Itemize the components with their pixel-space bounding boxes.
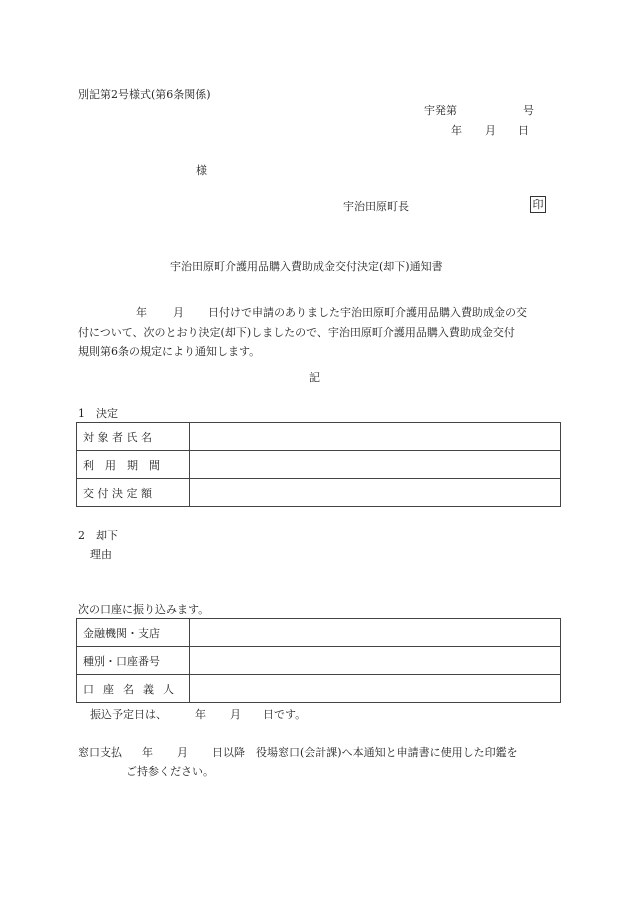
table-row — [77, 675, 561, 703]
addressee-honorific: 様 — [196, 164, 207, 177]
table-label: 対 象 者 氏 名 — [77, 423, 190, 451]
date-year: 年 — [451, 124, 462, 137]
table-value — [190, 451, 561, 479]
table-row — [77, 423, 561, 451]
ki-mark: 記 — [309, 371, 320, 384]
counter-year: 年 — [142, 746, 153, 759]
table-row — [77, 479, 561, 507]
transfer-schedule — [90, 706, 306, 722]
form-id: 別記第2号様式(第6条関係) — [78, 88, 211, 101]
schedule-month: 月 — [230, 708, 241, 721]
document-title: 宇治田原町介護用品購入費助成金交付決定(却下)通知書 — [170, 260, 443, 273]
section1-heading: 1 決定 — [78, 407, 118, 420]
table-value — [190, 619, 561, 647]
seal-mark: 印 — [530, 196, 546, 213]
body-line-1-rest: 日付けで申請のありました宇治田原町介護用品購入費助成金の交 — [208, 306, 527, 319]
counter-prefix: 窓口支払 — [78, 746, 122, 759]
issuer-title: 宇治田原町長 — [343, 200, 409, 213]
counter-line-1 — [78, 744, 518, 760]
table-value — [190, 675, 561, 703]
table-label: 口 座 名 義 人 — [77, 675, 190, 703]
doc-number-prefix: 宇発第 — [424, 104, 457, 117]
table-row — [77, 619, 561, 647]
bank-intro: 次の口座に振り込みます。 — [78, 603, 210, 616]
table-row — [77, 647, 561, 675]
counter-line-2: ご持参ください。 — [126, 765, 214, 778]
doc-number-suffix: 号 — [523, 104, 534, 117]
body-line-1 — [78, 303, 558, 323]
table-label: 交 付 決 定 額 — [77, 479, 190, 507]
body-year: 年 — [136, 306, 147, 319]
table-value — [190, 479, 561, 507]
reason-label: 理由 — [90, 548, 112, 561]
table-value — [190, 647, 561, 675]
table-row — [77, 451, 561, 479]
table-label: 利 用 期 間 — [77, 451, 190, 479]
body-paragraph — [78, 303, 558, 362]
body-line-3: 規則第6条の規定により通知します。 — [78, 345, 261, 358]
table-label: 種別・口座番号 — [77, 647, 190, 675]
decision-table — [76, 422, 561, 507]
schedule-year: 年 — [195, 708, 206, 721]
section2-heading: 2 却下 — [78, 529, 118, 542]
schedule-prefix: 振込予定日は、 — [90, 708, 167, 721]
schedule-suffix: 日です。 — [263, 708, 307, 721]
counter-month: 月 — [177, 746, 188, 759]
table-value — [190, 423, 561, 451]
bank-table — [76, 618, 561, 703]
body-line-2: 付について、次のとおり決定(却下)しましたので、宇治田原町介護用品購入費助成金交付 — [78, 325, 515, 339]
table-label: 金融機関・支店 — [77, 619, 190, 647]
counter-rest: 日以降 役場窓口(会計課)へ本通知と申請書に使用した印鑑を — [212, 746, 518, 759]
body-month: 月 — [173, 306, 184, 319]
date-day: 日 — [518, 124, 529, 137]
date-month: 月 — [485, 124, 496, 137]
